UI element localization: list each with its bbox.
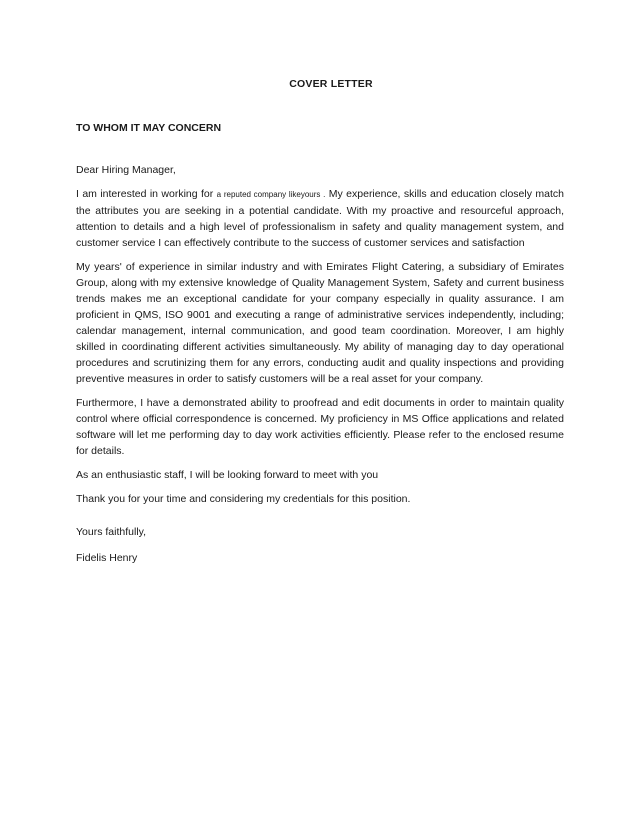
signature-name: Fidelis Henry <box>76 552 138 564</box>
addressee-heading: TO WHOM IT MAY CONCERN <box>76 122 222 134</box>
paragraph-intro-small: a reputed company likeyours . <box>216 190 326 199</box>
paragraph-skills: Furthermore, I have a demonstrated ability to proofread and edit documents in order to maintain quality control where official correspondence is concerned. My proficiency in MS Office applications and related software will let me performing day to day work activities efficiently. Please refer to the enclosed resume for details. <box>76 397 564 457</box>
paragraph-intro <box>76 186 564 251</box>
paragraph-experience: My years' of experience in similar industry and with Emirates Flight Catering, a subsidiary of Emirates Group, along with my extensive knowledge of Quality Management System, Safety and current business trends makes me an exceptional candidate for your company especially in quality assurance. I am proficient in QMS, ISO 9001 and executing a range of administrative services independently, including; calendar management, internal communication, and good team coordination. Moreover, I am highly skilled in coordinating different activities simultaneously. My ability of managing day to day operational procedures and scrutinizing them for any errors, conducting audit and quality inspections and providing preventive measures in order to satisfy customers will be a real asset for your company. <box>76 261 564 385</box>
greeting: Dear Hiring Manager, <box>76 164 176 176</box>
paragraph-intro-start: I am interested in working for <box>76 188 217 200</box>
paragraph-thanks: Thank you for your time and considering my credentials for this position. <box>76 493 411 505</box>
letter-body <box>76 162 564 515</box>
letter-closing <box>76 524 146 576</box>
paragraph-enthusiasm: As an enthusiastic staff, I will be looking forward to meet with you <box>76 469 379 481</box>
closing-phrase: Yours faithfully, <box>76 526 147 538</box>
paragraph-intro-rest: My experience, skills and education closely match the attributes you are seeking in a potential candidate. With my proactive and resourceful approach, attention to details and a high level of professionalism in safety and quality management system, and customer service I can effectively contribute to the success of customer services and satisfaction <box>76 188 564 249</box>
document-title: COVER LETTER <box>289 78 373 90</box>
